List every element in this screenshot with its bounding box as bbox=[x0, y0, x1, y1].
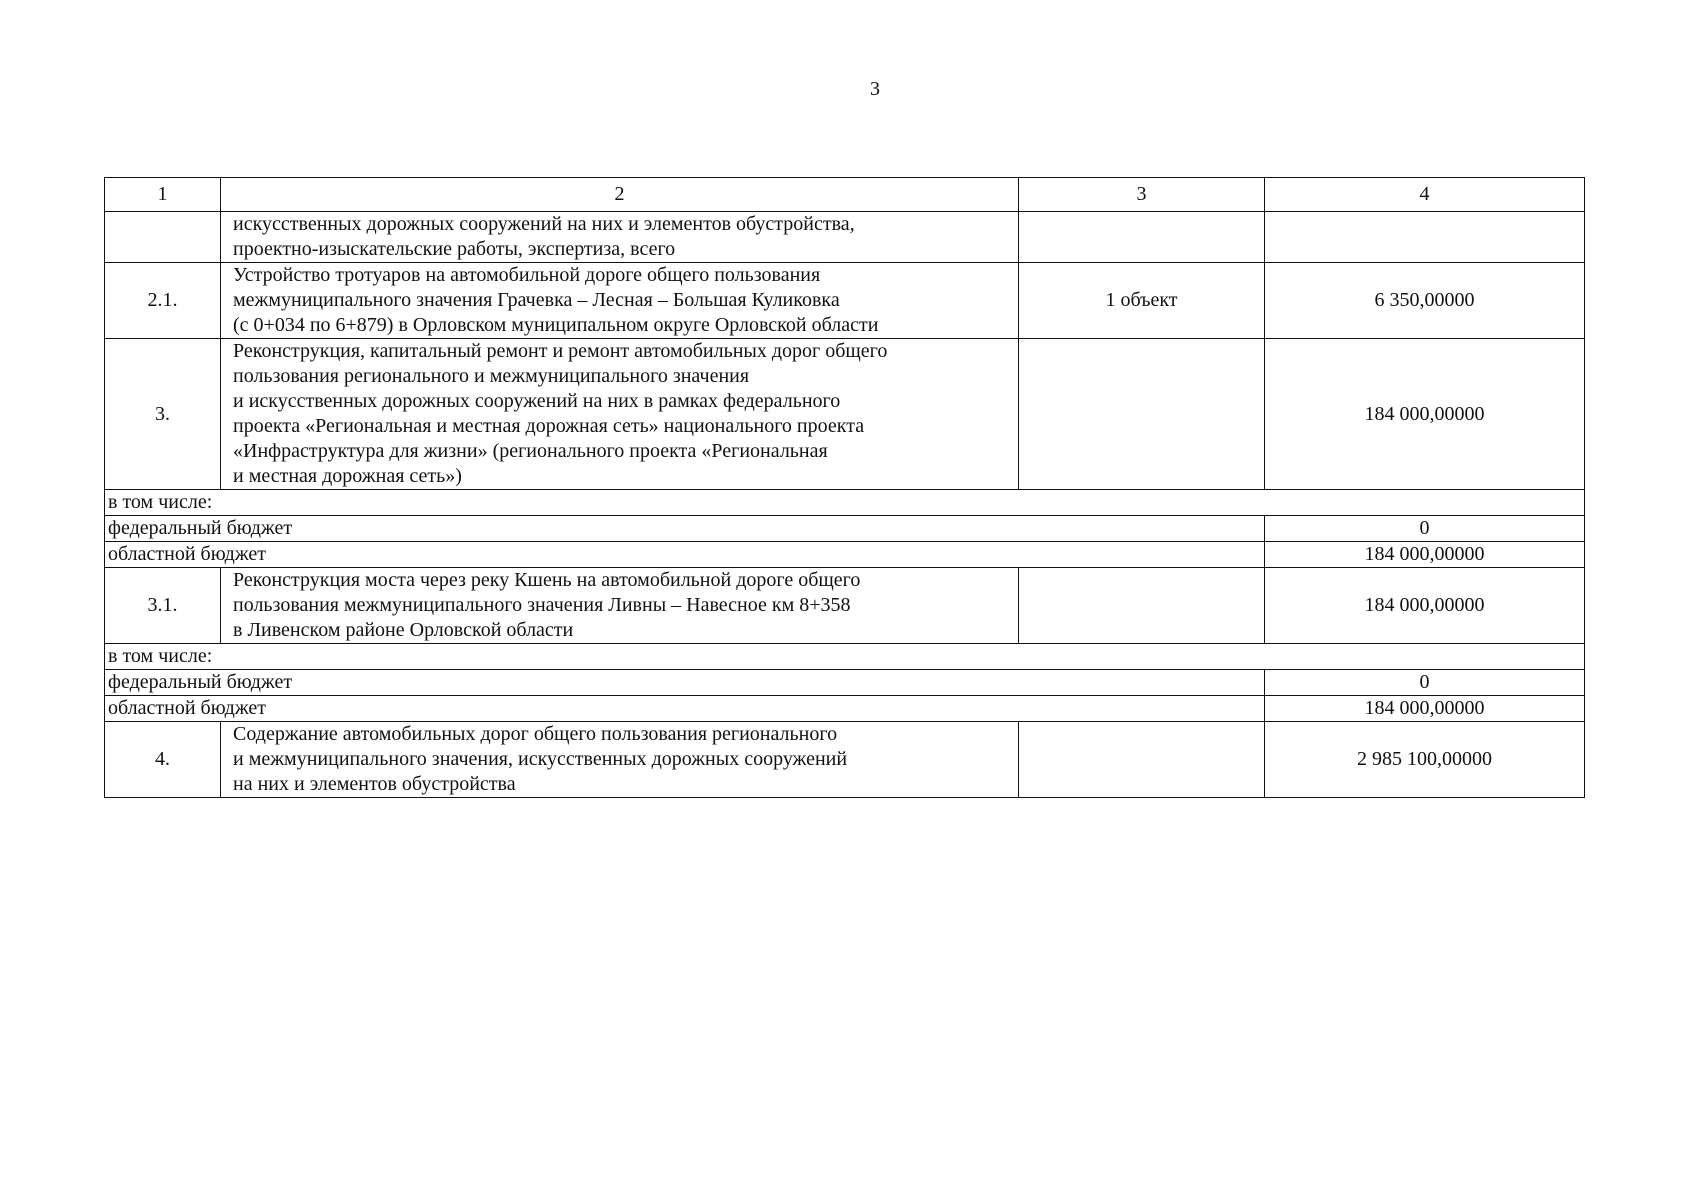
row-amount-cell: 6 350,00000 bbox=[1265, 263, 1585, 339]
including-row bbox=[105, 644, 1585, 670]
row-number-cell bbox=[105, 212, 221, 263]
header-col-4: 4 bbox=[1265, 178, 1585, 212]
row-amount-cell: 184 000,00000 bbox=[1265, 339, 1585, 490]
table-row-continuation bbox=[105, 212, 1585, 263]
federal-budget-row bbox=[105, 670, 1585, 696]
row-amount-cell: 184 000,00000 bbox=[1265, 568, 1585, 644]
regional-budget-value: 184 000,00000 bbox=[1265, 696, 1585, 722]
row-unit-cell bbox=[1019, 568, 1265, 644]
row-description-cell bbox=[221, 722, 1019, 798]
row-unit-cell bbox=[1019, 212, 1265, 263]
row-number-cell: 3. bbox=[105, 339, 221, 490]
row-unit-cell bbox=[1019, 722, 1265, 798]
regional-budget-row bbox=[105, 696, 1585, 722]
federal-budget-row bbox=[105, 516, 1585, 542]
row-description-cell bbox=[221, 568, 1019, 644]
row-amount-cell: 2 985 100,00000 bbox=[1265, 722, 1585, 798]
federal-budget-value: 0 bbox=[1265, 670, 1585, 696]
header-col-3: 3 bbox=[1019, 178, 1265, 212]
row-amount-cell bbox=[1265, 212, 1585, 263]
description-line: Реконструкция моста через реку Кшень на автомобильной дороге общего bbox=[233, 569, 861, 591]
description-line: Реконструкция, капитальный ремонт и ремонт автомобильных дорог общего bbox=[233, 340, 888, 362]
description-line: искусственных дорожных сооружений на них и элементов обустройства, bbox=[233, 213, 855, 235]
budget-table bbox=[104, 177, 1585, 798]
regional-budget-row bbox=[105, 542, 1585, 568]
table-row-4 bbox=[105, 722, 1585, 798]
federal-budget-label: федеральный бюджет bbox=[105, 670, 1265, 696]
description-line: и местная дорожная сеть») bbox=[233, 465, 462, 487]
including-label: в том числе: bbox=[105, 490, 1585, 516]
federal-budget-value: 0 bbox=[1265, 516, 1585, 542]
description-line: и межмуниципального значения, искусственных дорожных сооружений bbox=[233, 748, 848, 770]
row-description-cell bbox=[221, 339, 1019, 490]
row-unit-cell bbox=[1019, 339, 1265, 490]
description-line: на них и элементов обустройства bbox=[233, 773, 516, 795]
row-description-cell bbox=[221, 263, 1019, 339]
regional-budget-value: 184 000,00000 bbox=[1265, 542, 1585, 568]
table-row-2-1 bbox=[105, 263, 1585, 339]
description-line: пользования регионального и межмуниципального значения bbox=[233, 365, 750, 387]
regional-budget-label: областной бюджет bbox=[105, 696, 1265, 722]
description-line: межмуниципального значения Грачевка – Лесная – Большая Куликовка bbox=[233, 289, 840, 311]
description-line: (с 0+034 по 6+879) в Орловском муниципальном округе Орловской области bbox=[233, 314, 879, 336]
table-row-3-1 bbox=[105, 568, 1585, 644]
row-number-cell: 3.1. bbox=[105, 568, 221, 644]
header-col-2: 2 bbox=[221, 178, 1019, 212]
table-row-3 bbox=[105, 339, 1585, 490]
description-line: Устройство тротуаров на автомобильной дороге общего пользования bbox=[233, 264, 821, 286]
description-line: и искусственных дорожных сооружений на них в рамках федерального bbox=[233, 390, 841, 412]
federal-budget-label: федеральный бюджет bbox=[105, 516, 1265, 542]
header-col-1: 1 bbox=[105, 178, 221, 212]
description-line: пользования межмуниципального значения Ливны – Навесное км 8+358 bbox=[233, 594, 851, 616]
page-number: 3 bbox=[870, 78, 880, 100]
table-header-row bbox=[105, 178, 1585, 212]
description-line: проекта «Региональная и местная дорожная сеть» национального проекта bbox=[233, 415, 865, 437]
row-number-cell: 2.1. bbox=[105, 263, 221, 339]
row-unit-cell: 1 объект bbox=[1019, 263, 1265, 339]
description-line: «Инфраструктура для жизни» (регионального проекта «Региональная bbox=[233, 440, 828, 462]
row-description-cell bbox=[221, 212, 1019, 263]
including-label: в том числе: bbox=[105, 644, 1585, 670]
description-line: проектно-изыскательские работы, экспертиза, всего bbox=[233, 238, 676, 260]
description-line: Содержание автомобильных дорог общего пользования регионального bbox=[233, 723, 838, 745]
including-row bbox=[105, 490, 1585, 516]
row-number-cell: 4. bbox=[105, 722, 221, 798]
description-line: в Ливенском районе Орловской области bbox=[233, 619, 574, 641]
regional-budget-label: областной бюджет bbox=[105, 542, 1265, 568]
